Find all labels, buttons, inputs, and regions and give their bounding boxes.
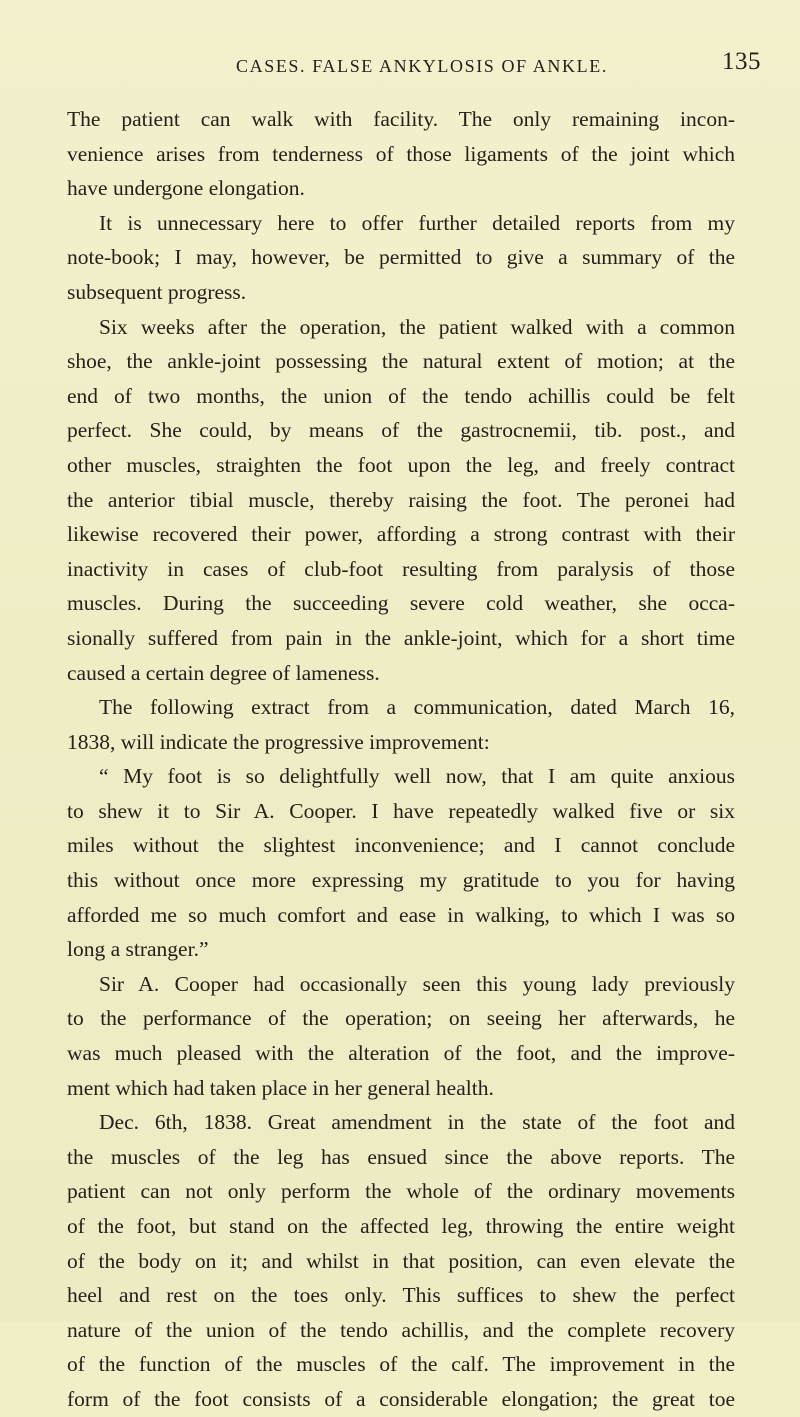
text-line: Dec. 6th, 1838. Great amendment in the state of the foot and	[99, 1110, 735, 1135]
text-line: long a stranger.”	[67, 937, 209, 962]
text-line: afforded me so much comfort and ease in walking, to which I was so	[67, 902, 735, 927]
text-line: “ My foot is so delightfully well now, that I am quite anxious	[99, 764, 735, 789]
text-line: of the body on it; and whilst in that position, can even elevate the	[67, 1248, 735, 1273]
text-line: other muscles, straighten the foot upon the leg, and freely contract	[67, 452, 735, 477]
text-line: end of two months, the union of the tendo achillis could be felt	[67, 383, 735, 408]
text-line: caused a certain degree of lameness.	[67, 660, 380, 685]
text-line: form of the foot consists of a considerable elongation; the great toe	[67, 1386, 735, 1411]
text-line: venience arises from tenderness of those ligaments of the joint which	[67, 141, 735, 166]
text-line: this without once more expressing my gratitude to you for having	[67, 868, 735, 893]
text-line: of the foot, but stand on the affected leg, throwing the entire weight	[67, 1214, 735, 1238]
text-line: muscles. During the succeeding severe cold weather, she occa-	[67, 591, 735, 616]
text-line: The following extract from a communication, dated March 16,	[99, 695, 735, 720]
text-line: shoe, the ankle-joint possessing the natural extent of motion; at the	[67, 349, 735, 374]
text-line: to the performance of the operation; on seeing her afterwards, he	[67, 1006, 735, 1031]
text-line: of the function of the muscles of the calf. The improvement in the	[67, 1352, 735, 1377]
text-line: the anterior tibial muscle, thereby raising the foot. The peronei had	[67, 487, 735, 512]
text-line: inactivity in cases of club-foot resulting from paralysis of those	[67, 556, 735, 581]
text-line: ment which had taken place in her general health.	[67, 1075, 494, 1100]
text-line: note-book; I may, however, be permitted to give a summary of the	[67, 245, 735, 270]
text-line: Six weeks after the operation, the patient walked with a common	[99, 314, 735, 339]
text-line: miles without the slightest inconvenience; and I cannot conclude	[67, 833, 735, 858]
text-line: sionally suffered from pain in the ankle-joint, which for a short time	[67, 625, 735, 650]
text-line: nature of the union of the tendo achillis, and the complete recovery	[67, 1317, 735, 1342]
text-line: subsequent progress.	[67, 279, 247, 304]
page-number: 135	[722, 48, 761, 75]
text-line: was much pleased with the alteration of the foot, and the improve-	[67, 1041, 735, 1066]
text-line: Sir A. Cooper had occasionally seen this young lady previously	[99, 971, 735, 996]
text-line: It is unnecessary here to offer further detailed reports from my	[99, 210, 735, 235]
text-line: The patient can walk with facility. The only remaining incon-	[67, 107, 735, 131]
text-line: 1838, will indicate the progressive improvement:	[67, 729, 490, 754]
text-line: to shew it to Sir A. Cooper. I have repeatedly walked five or six	[67, 798, 735, 823]
running-head: CASES. FALSE ANKYLOSIS OF ANKLE.	[236, 56, 608, 76]
text-line: perfect. She could, by means of the gastrocnemii, tib. post., and	[67, 418, 735, 443]
text-line: heel and rest on the toes only. This suffices to shew the perfect	[67, 1283, 735, 1308]
text-line: patient can not only perform the whole of the ordinary movements	[67, 1179, 735, 1204]
text-line: likewise recovered their power, affording a strong contrast with their	[67, 522, 735, 547]
text-line: the muscles of the leg has ensued since the above reports. The	[67, 1144, 735, 1169]
text-line: have undergone elongation.	[67, 176, 305, 201]
body-text	[67, 102, 735, 1417]
